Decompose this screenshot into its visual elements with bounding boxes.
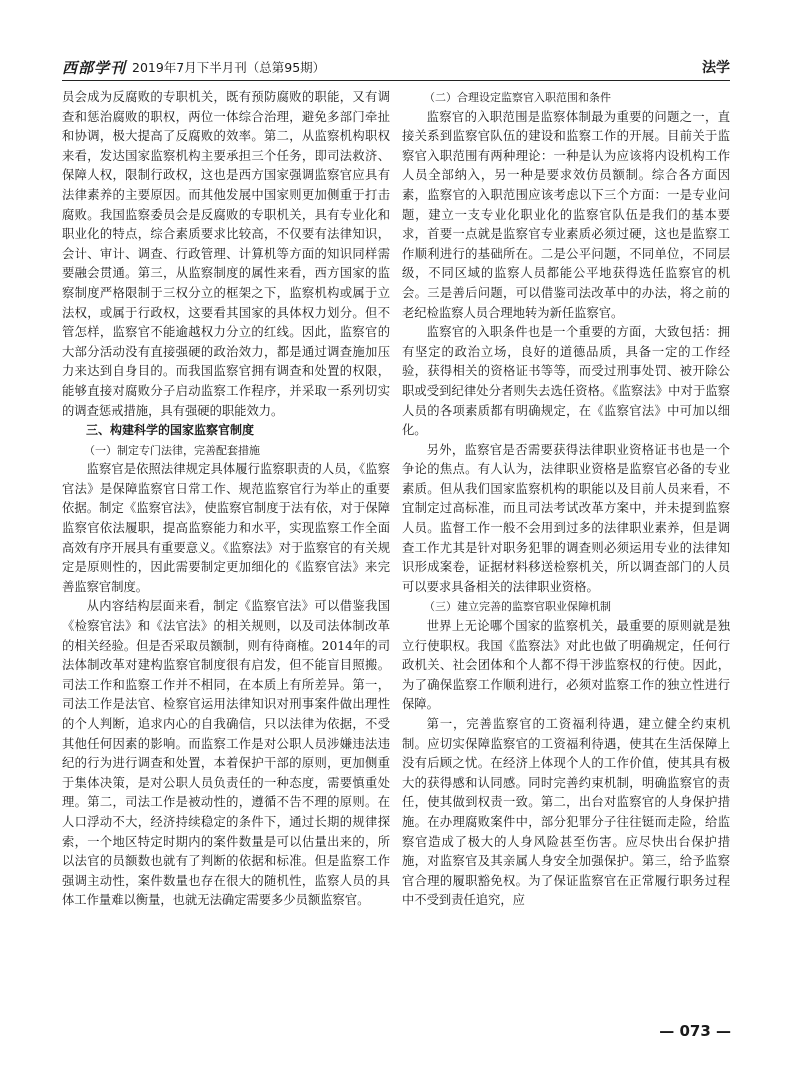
journal-name: 西部学刊 <box>62 59 127 77</box>
paragraph: 世界上无论哪个国家的监察机关，最重要的原则就是独立行使职权。我国《监察法》对此也做了明确规定，任何行政机关、社会团体和个人都不得干涉监察权的行使。因此，为了确保监察工作顺利进行，必须对监察工作的独立性进行保障。 <box>402 619 730 712</box>
paragraph: 员会成为反腐败的专职机关，既有预防腐败的职能，又有调查和惩治腐败的职权，两位一体综合治理，避免多部门牵扯和协调，极大提高了反腐败的效率。第二，从监察机构职权来看，发达国家监察机构主要承担三个任务，即司法救济、保障人权，限制行政权，这也是西方国家强调监察官应具有法律素养的主要原因。而其他发展中国家则更加侧重于打击腐败。我国监察委员会是反腐败的专职机关，具有专业化和职业化的特点，综合素质要求比较高，不仅要有法律知识，会计、审计、调查、行政管理、计算机等方面的知识同样需要融会贯通。第三，从监察制度的属性来看，西方国家的监察制度严格限制于三权分立的框架之下，监察机构或属于立法权，或属于行政权，这要看其国家的具体权力划分。但不管怎样，监察官不能逾越权力分立的红线。因此，监察官的大部分活动没有直接强硬的政治效力，都是通过调查施加压力来达到自身目的。而我国监察官拥有调查和处置的权限，能够直接对腐败分子启动监察工作程序，并采取一系列切实的调查惩戒措施，具有强硬的职能效力。 <box>62 90 390 418</box>
right-column <box>402 88 730 911</box>
subsection-heading: （三）建立完善的监察官职业保障机制 <box>424 600 611 614</box>
paragraph: 监察官是依照法律规定具体履行监察职责的人员，《监察官法》是保障监察官日常工作、规范监察官行为举止的重要依据。制定《监察官法》，使监察官制度于法有依，对于保障监察官依法履职，提高监察能力和水平，实现监察工作全面高效有序开展具有重要意义。《监察法》对于监察官的有关规定是原则性的，因此需要制定更加细化的《监察官法》来完善监察官制度。 <box>62 462 390 594</box>
left-column <box>62 88 390 911</box>
running-header <box>62 57 730 79</box>
issue-info: 2019年7月下半月刊（总第95期） <box>132 60 326 75</box>
subsection-heading: （二）合理设定监察官入职范围和条件 <box>424 91 611 104</box>
subsection-heading: （一）制定专门法律，完善配套措施 <box>84 443 260 457</box>
section-title: 法学 <box>702 60 730 76</box>
paragraph: 监察官的入职范围是监察体制最为重要的问题之一，直接关系到监察官队伍的建设和监察工作的开展。目前关于监察官入职范围有两种理论：一种是认为应该将内设机构工作人员全部纳入，另一种是要求效仿员额制。综合各方面因素，监察官的入职范围应该考虑以下三个方面：一是专业问题，建立一支专业化职业化的监察官队伍是我们的基本要求，首要一点就是监察官专业素质必须过硬，这也是监察工作顺利进行的基础所在。二是公平问题，不同单位，不同层级，不同区域的监察人员都能公平地获得选任监察官的机会。三是善后问题，可以借鉴司法改革中的办法，将之前的老纪检监察人员合理地转为新任监察官。 <box>402 109 730 320</box>
paragraph: 另外，监察官是否需要获得法律职业资格证书也是一个争论的焦点。有人认为，法律职业资格是监察官必备的专业素质。但从我们国家监察机构的职能以及目前人员来看，不宜制定过高标准，而且司法考试改革方案中，并未提到监察人员。监督工作一般不会用到过多的法律职业素养，但是调查工作尤其是针对职务犯罪的调查则必须运用专业的法律知识形成案卷，证据材料移送检察机关，所以调查部门的人员可以要求具备相关的法律职业资格。 <box>402 442 730 594</box>
paragraph: 监察官的入职条件也是一个重要的方面，大致包括：拥有坚定的政治立场，良好的道德品质，具备一定的工作经验，获得相关的资格证书等等，而受过刑事处罚、被开除公职或受到纪律处分者则失去选任资格。《监察法》中对于监察人员的各项素质都有明确规定，在《监察官法》中可加以细化。 <box>402 325 730 438</box>
paragraph: 第一，完善监察官的工资福利待遇，建立健全约束机制。应切实保障监察官的工资福利待遇，使其在生活保障上没有后顾之忧。在经济上体现个人的工作价值，使其具有极大的获得感和认同感。同时完善约束机制，明确监察官的责任，使其做到权责一致。第二，出台对监察官的人身保护措施。在办理腐败案件中，部分犯罪分子往往铤而走险，给监察官造成了极大的人身风险甚至伤害。应尽快出台保护措施，对监察官及其亲属人身安全加强保护。第三，给予监察官合理的履职豁免权。为了保证监察官在正常履行职务过程中不受到责任追究，应 <box>402 717 730 908</box>
paragraph: 从内容结构层面来看，制定《监察官法》可以借鉴我国《检察官法》和《法官法》的相关规则，以及司法体制改革的相关经验。但是否采取员额制，则有待商榷。2014年的司法体制改革对建构监察官制度很有启发，但不能盲目照搬。司法工作和监察工作并不相同，在本质上有所差异。第一，司法工作是法官、检察官运用法律知识对刑事案件做出理性的个人判断，追求内心的自我确信，只以法律为依据，不受其他任何因素的影响。而监察工作是对公职人员涉嫌违法违纪的行为进行调查和处置，本着保护干部的原则，更加侧重于集体决策，是对公职人员负责任的一种态度，需要慎重处理。第二，司法工作是被动性的，遵循不告不理的原则。在人口浮动不大，经济持续稳定的条件下，通过长期的规律探索，一个地区特定时期内的案件数量是可以估量出来的，所以法官的员额数也就有了判断的依据和标准。但是监察工作强调主动性，案件数量也存在很大的随机性，监察人员的具体工作量难以衡量，也就无法确定需要多少员额监察官。 <box>62 599 390 908</box>
section-heading: 三、构建科学的国家监察官制度 <box>86 423 255 438</box>
page-number: — 073 — <box>659 1022 731 1040</box>
header-rule <box>62 80 730 81</box>
